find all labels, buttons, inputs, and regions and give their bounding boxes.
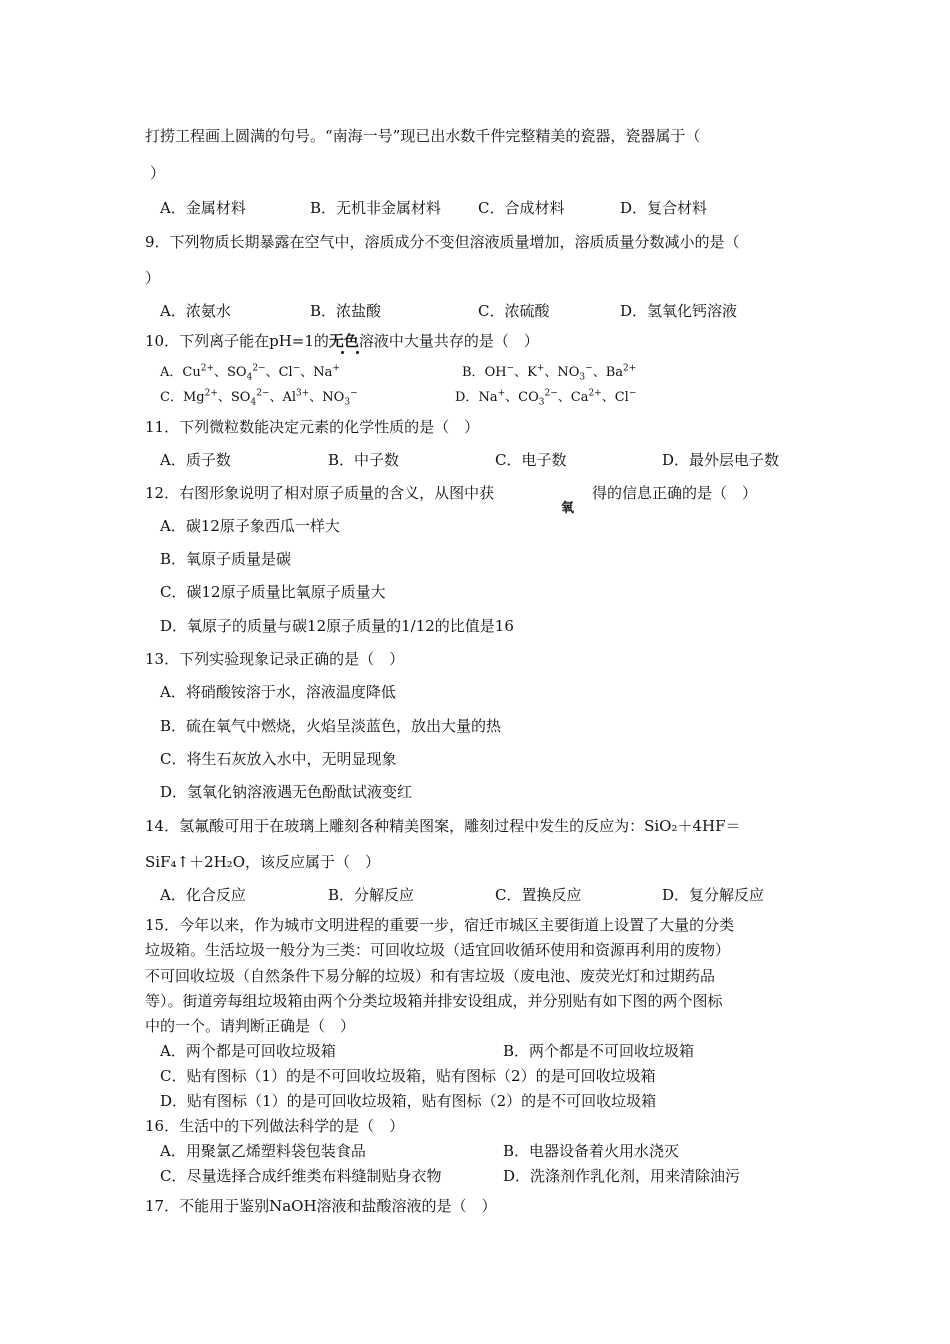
ion-text: Mg — [182, 390, 205, 405]
q9-option-d: D．氢氧化钙溶液 — [620, 302, 738, 320]
q11-option-d: D．最外层电子数 — [662, 451, 780, 469]
q15-stem-line3: 不可回收垃圾（自然条件下易分解的垃圾）和有害垃圾（废电池、废荧光灯和过期药品 — [145, 967, 716, 985]
ion-text: 、Cl — [265, 365, 293, 380]
ion-charge: 2− — [252, 363, 266, 374]
q12-option-b: B．氧原子质量是碳 — [160, 550, 292, 568]
ion-text: 、Cl — [601, 390, 629, 405]
q17-stem: 17．不能用于鉴别NaOH溶液和盐酸溶液的是（ ） — [145, 1197, 497, 1215]
q14-option-c: C．置换反应 — [495, 886, 582, 904]
ion-charge: − — [350, 388, 358, 399]
q13-stem: 13．下列实验现象记录正确的是（ ） — [145, 650, 405, 668]
q15-stem-line1: 15．今年以来，作为城市文明进程的重要一步，宿迁市城区主要街道上设置了大量的分类 — [145, 916, 735, 934]
q10-option-a — [160, 363, 340, 383]
ion-subscript: 3 — [579, 372, 586, 383]
ion-charge: − — [585, 363, 593, 374]
ion-charge: 2+ — [200, 363, 214, 374]
q16-stem: 16．生活中的下列做法科学的是（ ） — [145, 1117, 405, 1135]
option-prefix: A． — [160, 365, 183, 380]
q15-stem-line2: 垃圾箱。生活垃圾一般分为三类：可回收垃圾（适宜回收循环使用和资源再利用的废物） — [145, 941, 731, 959]
q8-option-c: C．合成材料 — [478, 199, 565, 217]
ion-text: Cu — [182, 365, 201, 380]
ion-charge: − — [292, 363, 301, 374]
q11-option-b: B．中子数 — [328, 451, 400, 469]
q9-option-b: B．浓盐酸 — [310, 302, 382, 320]
q12-option-d: D．氧原子的质量与碳12原子质量的1/12的比值是16 — [160, 617, 514, 635]
ion-charge: − — [506, 363, 515, 374]
q14-option-b: B．分解反应 — [328, 886, 415, 904]
q13-option-b: B．硫在氧气中燃烧，火焰呈淡蓝色，放出大量的热 — [160, 717, 502, 735]
ion-charge: − — [628, 388, 637, 399]
q10-option-d — [455, 388, 636, 408]
ion-charge: 2+ — [623, 363, 637, 374]
q13-option-a: A．将硝酸铵溶于水，溶液温度降低 — [160, 683, 396, 701]
q8-option-d: D．复合材料 — [620, 199, 708, 217]
q14-stem-cont: SiF₄↑＋2H₂O，该反应属于（ ） — [145, 853, 380, 871]
q10-emphasis: 无色 — [328, 332, 359, 350]
q8-option-b: B．无机非金属材料 — [310, 199, 442, 217]
q13-option-c: C．将生石灰放入水中，无明显现象 — [160, 750, 397, 768]
q10-stem-pre: 10．下列离子能在pH=1的 — [145, 332, 329, 350]
ion-text: Na — [478, 390, 498, 405]
q11-stem: 11．下列微粒数能决定元素的化学性质的是（ ） — [145, 418, 480, 436]
q9-option-c: C．浓硫酸 — [478, 302, 550, 320]
ion-charge: + — [497, 388, 506, 399]
ion-text: 、Na — [300, 365, 333, 380]
q15-option-a: A．两个都是可回收垃圾箱 — [160, 1042, 336, 1060]
ion-subscript: 4 — [250, 397, 257, 408]
option-prefix: C． — [160, 390, 183, 405]
ion-text: 、SO — [217, 390, 251, 405]
figure-oxygen-label: 氧 — [561, 501, 575, 516]
q16-option-a: A．用聚氯乙烯塑料袋包装食品 — [160, 1142, 366, 1160]
ion-charge: + — [536, 363, 545, 374]
q12-stem: 12．右图形象说明了相对原子质量的含义，从图中获 — [145, 484, 495, 502]
q12-stem-post: 得的信息正确的是（ ） — [592, 484, 758, 502]
ion-text: 、K — [514, 365, 537, 380]
q15-option-d: D．贴有图标（1）的是可回收垃圾箱，贴有图标（2）的是不可回收垃圾箱 — [160, 1092, 657, 1110]
q14-option-a: A．化合反应 — [160, 886, 246, 904]
q15-option-b: B．两个都是不可回收垃圾箱 — [503, 1042, 695, 1060]
q15-stem-line4: 等）。街道旁每组垃圾箱由两个分类垃圾箱并排安设组成，并分别贴有如下图的两个图标 — [145, 992, 723, 1010]
ion-charge: 2− — [544, 388, 558, 399]
ion-text: 、CO — [505, 390, 539, 405]
option-prefix: D． — [455, 390, 479, 405]
emphasis-dot — [356, 351, 359, 354]
q9-stem: 9．下列物质长期暴露在空气中，溶质成分不变但溶液质量增加，溶质质量分数减小的是（ — [145, 233, 740, 251]
ion-text: 、SO — [214, 365, 247, 380]
ion-charge: 2+ — [204, 388, 218, 399]
q15-stem-line5: 中的一个。请判断正确是（ ） — [145, 1017, 356, 1035]
ion-charge: + — [332, 363, 340, 374]
q9-option-a: A．浓氨水 — [160, 302, 231, 320]
q11-option-c: C．电子数 — [495, 451, 567, 469]
q15-option-c: C．贴有图标（1）的是不可回收垃圾箱，贴有图标（2）的是可回收垃圾箱 — [160, 1067, 656, 1085]
q13-option-d: D．氢氧化钠溶液遇无色酚酞试液变红 — [160, 783, 413, 801]
ion-charge: 3+ — [296, 388, 310, 399]
ion-text: 、Ca — [557, 390, 589, 405]
q10-option-b — [462, 363, 636, 383]
q11-option-a: A．质子数 — [160, 451, 231, 469]
q10-stem-post: 溶液中大量共存的是（ ） — [358, 332, 539, 350]
q9-stem-paren: ） — [145, 269, 161, 287]
ion-text: 、Al — [269, 390, 297, 405]
ion-subscript: 3 — [344, 397, 351, 408]
q16-option-b: B．电器设备着火用水浇灭 — [503, 1142, 680, 1160]
q10-option-c — [160, 388, 358, 408]
ion-text: OH — [484, 365, 507, 380]
q14-stem: 14．氢氟酸可用于在玻璃上雕刻各种精美图案，雕刻过程中发生的反应为：SiO₂＋4HF＝ — [145, 817, 741, 835]
q8-stem-paren: ） — [150, 164, 166, 182]
q16-option-d: D．洗涤剂作乳化剂，用来清除油污 — [503, 1167, 741, 1185]
q12-option-a: A．碳12原子象西瓜一样大 — [160, 517, 340, 535]
emphasis-dot — [341, 351, 344, 354]
q8-option-a: A．金属材料 — [160, 199, 246, 217]
ion-charge: 2− — [256, 388, 270, 399]
ion-text: 、NO — [309, 390, 345, 405]
ion-text: 、Ba — [592, 365, 624, 380]
q16-option-c: C．尽量选择合成纤维类布料缝制贴身衣物 — [160, 1167, 442, 1185]
q14-option-d: D．复分解反应 — [662, 886, 765, 904]
q8-stem-line: 打捞工程画上圆满的句号。“南海一号”现已出水数千件完整精美的瓷器，瓷器属于（ — [145, 127, 701, 145]
ion-charge: 2+ — [588, 388, 602, 399]
ion-text: 、NO — [544, 365, 580, 380]
option-prefix: B． — [462, 365, 485, 380]
ion-subscript: 4 — [246, 372, 253, 383]
q12-option-c: C．碳12原子质量比氧原子质量大 — [160, 583, 386, 601]
ion-subscript: 3 — [538, 397, 545, 408]
q10-stem — [145, 331, 539, 351]
